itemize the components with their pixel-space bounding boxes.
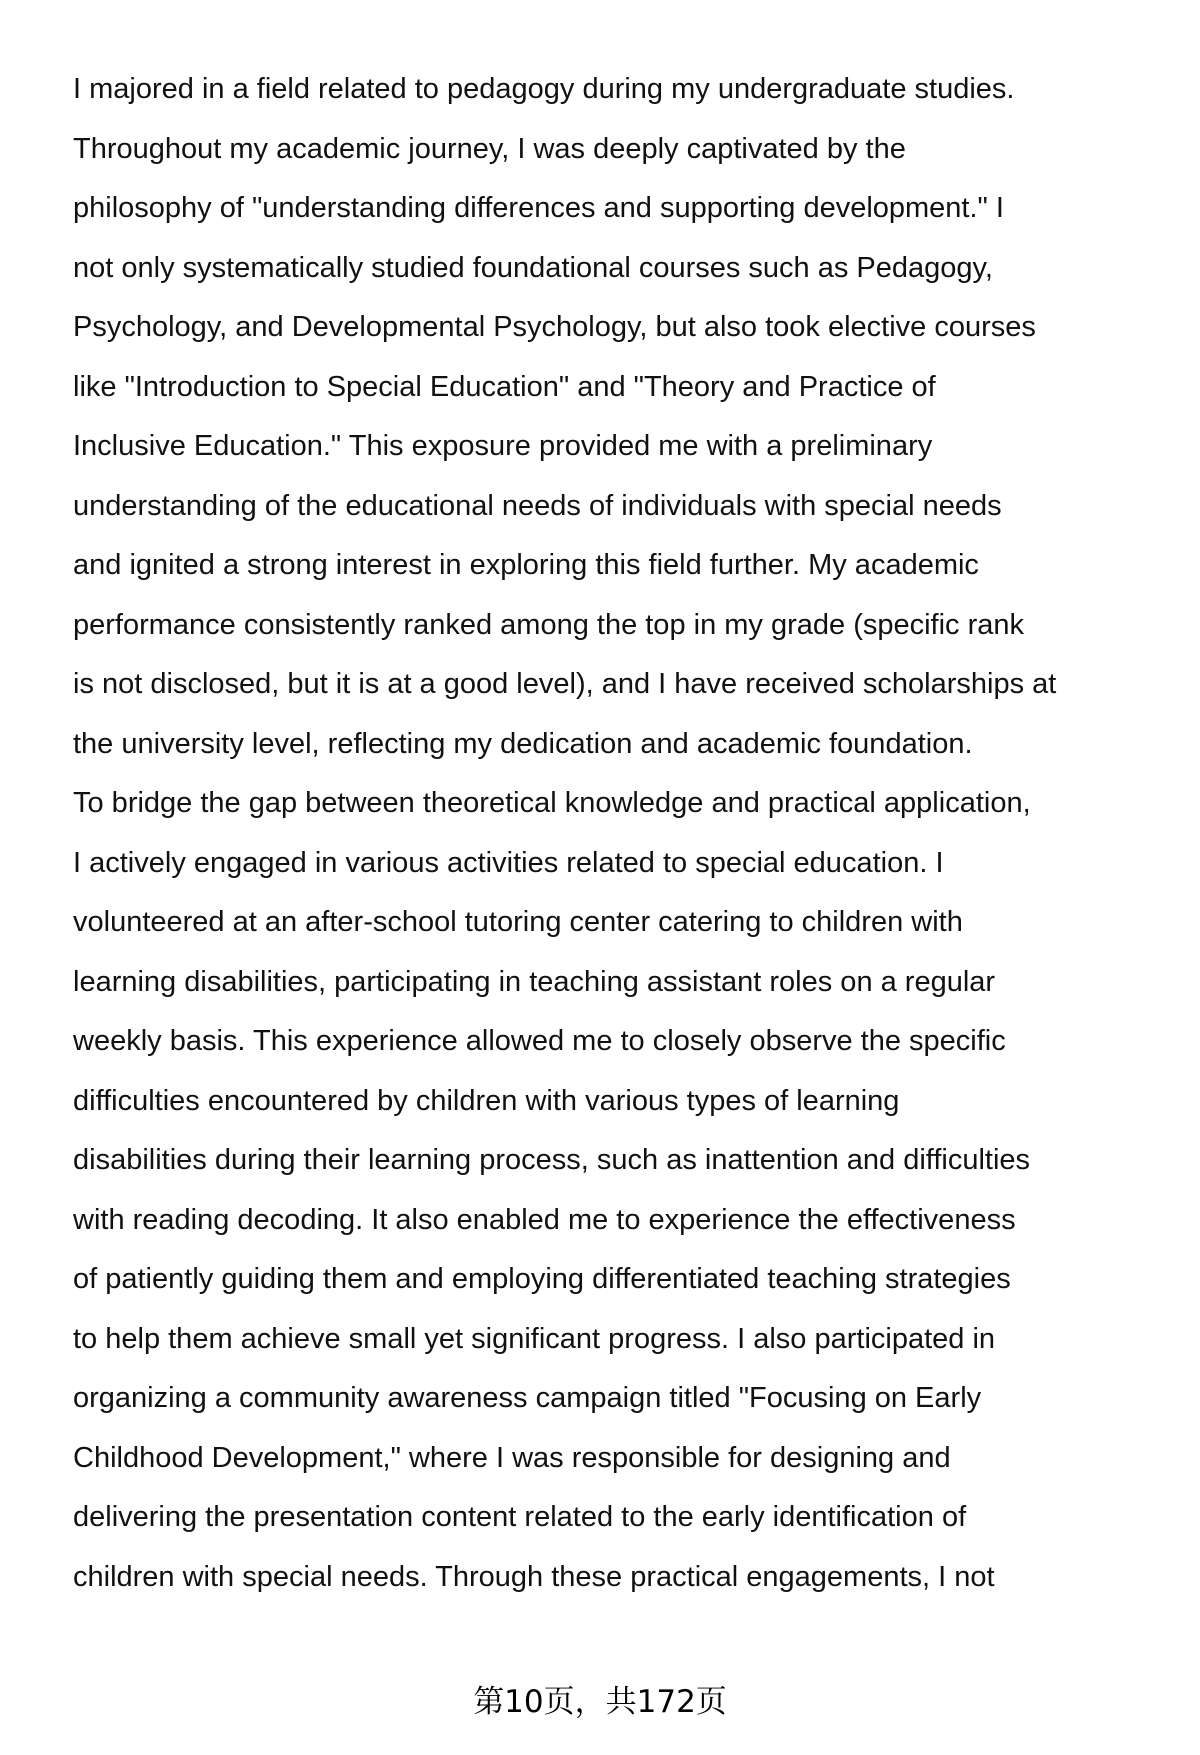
text-line: Psychology, and Developmental Psychology, but also took elective courses — [73, 311, 1036, 343]
text-line: I actively engaged in various activities related to special education. I — [73, 846, 944, 879]
text-line: weekly basis. This experience allowed me to closely observe the specific — [73, 1025, 1006, 1057]
text-line: Childhood Development," where I was responsible for designing and — [73, 1441, 951, 1474]
text-line: disabilities during their learning process, such as inattention and difficulties — [73, 1144, 1031, 1176]
text-line: learning disabilities, participating in teaching assistant roles on a regular — [73, 965, 996, 998]
text-line: with reading decoding. It also enabled me to experience the effectiveness — [73, 1203, 1016, 1236]
text-line: delivering the presentation content related to the early identification of — [73, 1501, 967, 1533]
paragraph-1 — [73, 60, 1163, 774]
text-line: and ignited a strong interest in exploring this field further. My academic — [73, 549, 979, 581]
text-line: to help them achieve small yet significant progress. I also participated in — [73, 1322, 996, 1355]
page-number: 第10页，共172页 — [473, 1684, 727, 1720]
text-line: organizing a community awareness campaign titled "Focusing on Early — [73, 1382, 982, 1414]
document-body — [73, 60, 1163, 1607]
text-line: children with special needs. Through these practical engagements, I not — [73, 1560, 995, 1593]
text-line: the university level, reflecting my dedication and academic foundation. — [73, 727, 973, 760]
text-line: I majored in a field related to pedagogy during my undergraduate studies. — [73, 73, 1015, 105]
text-line: is not disclosed, but it is at a good level), and I have received scholarships at — [73, 668, 1057, 700]
text-line: understanding of the educational needs of individuals with special needs — [73, 489, 1002, 522]
text-line: Inclusive Education." This exposure provided me with a preliminary — [73, 430, 933, 462]
text-line: not only systematically studied foundational courses such as Pedagogy, — [73, 251, 993, 284]
text-line: To bridge the gap between theoretical knowledge and practical application, — [73, 787, 1031, 819]
text-line: philosophy of "understanding differences and supporting development." I — [73, 192, 1004, 224]
text-line: performance consistently ranked among the top in my grade (specific rank — [73, 608, 1025, 641]
text-line: like "Introduction to Special Education" and "Theory and Practice of — [73, 370, 936, 403]
text-line: Throughout my academic journey, I was deeply captivated by the — [73, 132, 906, 165]
text-line: volunteered at an after-school tutoring center catering to children with — [73, 906, 963, 938]
text-line: of patiently guiding them and employing differentiated teaching strategies — [73, 1263, 1011, 1295]
text-line: difficulties encountered by children with various types of learning — [73, 1084, 900, 1117]
paragraph-2 — [73, 774, 1163, 1607]
